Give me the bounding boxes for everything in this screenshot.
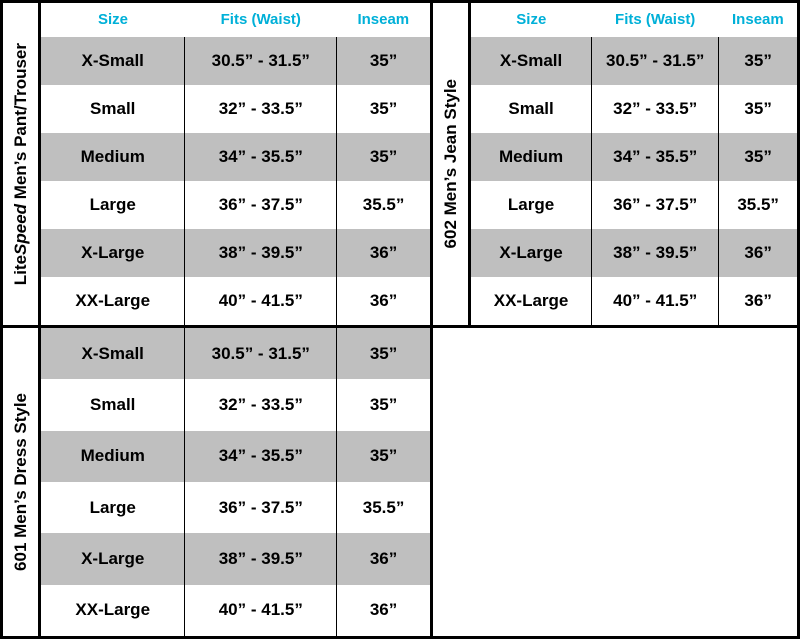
cell-size: X-Large [41, 229, 185, 277]
cell-inseam: 36” [719, 277, 797, 325]
column-header-inseam: Inseam [719, 3, 797, 37]
table-row [41, 181, 430, 229]
cell-inseam: 35” [719, 85, 797, 133]
table-row [41, 37, 430, 85]
column-header-size: Size [471, 3, 592, 37]
cell-size: Medium [471, 133, 592, 181]
cell-fits: 36” - 37.5” [592, 181, 719, 229]
cell-size: X-Large [471, 229, 592, 277]
panel-label-mens-pant-trouser [3, 3, 41, 325]
table-row [471, 37, 797, 85]
cell-size: X-Small [41, 328, 185, 379]
cell-inseam: 35” [337, 37, 430, 85]
cell-size: X-Small [471, 37, 592, 85]
table-row [41, 277, 430, 325]
column-header-inseam: Inseam [337, 3, 430, 37]
panel-label-mens-jean-style [433, 3, 471, 325]
cell-fits: 36” - 37.5” [185, 181, 337, 229]
cell-fits: 32” - 33.5” [185, 85, 337, 133]
table-row [41, 585, 430, 636]
cell-inseam: 36” [719, 229, 797, 277]
panel-label-mens-dress-style [3, 328, 41, 636]
cell-size: XX-Large [41, 277, 185, 325]
cell-size: X-Small [41, 37, 185, 85]
cell-inseam: 35” [337, 133, 430, 181]
table-row [471, 277, 797, 325]
cell-size: XX-Large [471, 277, 592, 325]
cell-size: Large [41, 181, 185, 229]
column-header-fits-waist: Fits (Waist) [592, 3, 719, 37]
table-row [41, 379, 430, 430]
cell-inseam: 35” [337, 431, 430, 482]
cell-size: XX-Large [41, 585, 185, 636]
column-header-size: Size [41, 3, 185, 37]
table-row [41, 482, 430, 533]
cell-fits: 38” - 39.5” [592, 229, 719, 277]
cell-fits: 32” - 33.5” [185, 379, 337, 430]
panel-empty [433, 328, 797, 636]
cell-inseam: 35” [337, 379, 430, 430]
cell-inseam: 35” [337, 85, 430, 133]
table-row [471, 85, 797, 133]
panel-mens-pant-trouser [3, 3, 433, 328]
cell-fits: 36” - 37.5” [185, 482, 337, 533]
table-row [471, 181, 797, 229]
cell-size: Medium [41, 133, 185, 181]
panel-mens-jean-style [433, 3, 797, 328]
panel-label-text: 602 Men’s Jean Style [440, 79, 460, 249]
cell-fits: 34” - 35.5” [592, 133, 719, 181]
cell-size: X-Large [41, 533, 185, 584]
panel-mens-dress-style [3, 328, 433, 636]
empty-area [433, 328, 797, 636]
cell-fits: 32” - 33.5” [592, 85, 719, 133]
table-header-row [471, 3, 797, 37]
table-row [41, 533, 430, 584]
cell-fits: 40” - 41.5” [185, 585, 337, 636]
cell-fits: 34” - 35.5” [185, 431, 337, 482]
cell-fits: 40” - 41.5” [592, 277, 719, 325]
cell-inseam: 35.5” [337, 482, 430, 533]
cell-fits: 38” - 39.5” [185, 533, 337, 584]
cell-size: Large [471, 181, 592, 229]
cell-size: Small [471, 85, 592, 133]
cell-inseam: 36” [337, 533, 430, 584]
cell-inseam: 36” [337, 585, 430, 636]
cell-inseam: 35.5” [719, 181, 797, 229]
panel-label-text-italic: Speed [10, 203, 30, 255]
size-table-mens-dress-style [41, 328, 430, 636]
cell-fits: 34” - 35.5” [185, 133, 337, 181]
table-row [471, 229, 797, 277]
cell-size: Small [41, 379, 185, 430]
panel-label-text-pre: Lite [10, 254, 30, 286]
table-row [471, 133, 797, 181]
table-row [41, 328, 430, 379]
column-header-fits-waist: Fits (Waist) [185, 3, 337, 37]
cell-inseam: 35.5” [337, 181, 430, 229]
table-row [41, 229, 430, 277]
panel-label-text: 601 Men’s Dress Style [10, 393, 30, 571]
table-row [41, 133, 430, 181]
cell-inseam: 36” [337, 277, 430, 325]
size-table-mens-pant-trouser [41, 3, 430, 325]
cell-inseam: 35” [719, 37, 797, 85]
cell-fits: 40” - 41.5” [185, 277, 337, 325]
size-table-mens-jean-style [471, 3, 797, 325]
cell-fits: 30.5” - 31.5” [185, 37, 337, 85]
table-row [41, 431, 430, 482]
cell-inseam: 35” [719, 133, 797, 181]
panel-label-text-post: Men’s Pant/Trouser [10, 42, 30, 204]
table-row [41, 85, 430, 133]
cell-fits: 30.5” - 31.5” [185, 328, 337, 379]
cell-inseam: 36” [337, 229, 430, 277]
cell-inseam: 35” [337, 328, 430, 379]
cell-size: Large [41, 482, 185, 533]
cell-size: Small [41, 85, 185, 133]
table-header-row [41, 3, 430, 37]
cell-size: Medium [41, 431, 185, 482]
cell-fits: 30.5” - 31.5” [592, 37, 719, 85]
cell-fits: 38” - 39.5” [185, 229, 337, 277]
